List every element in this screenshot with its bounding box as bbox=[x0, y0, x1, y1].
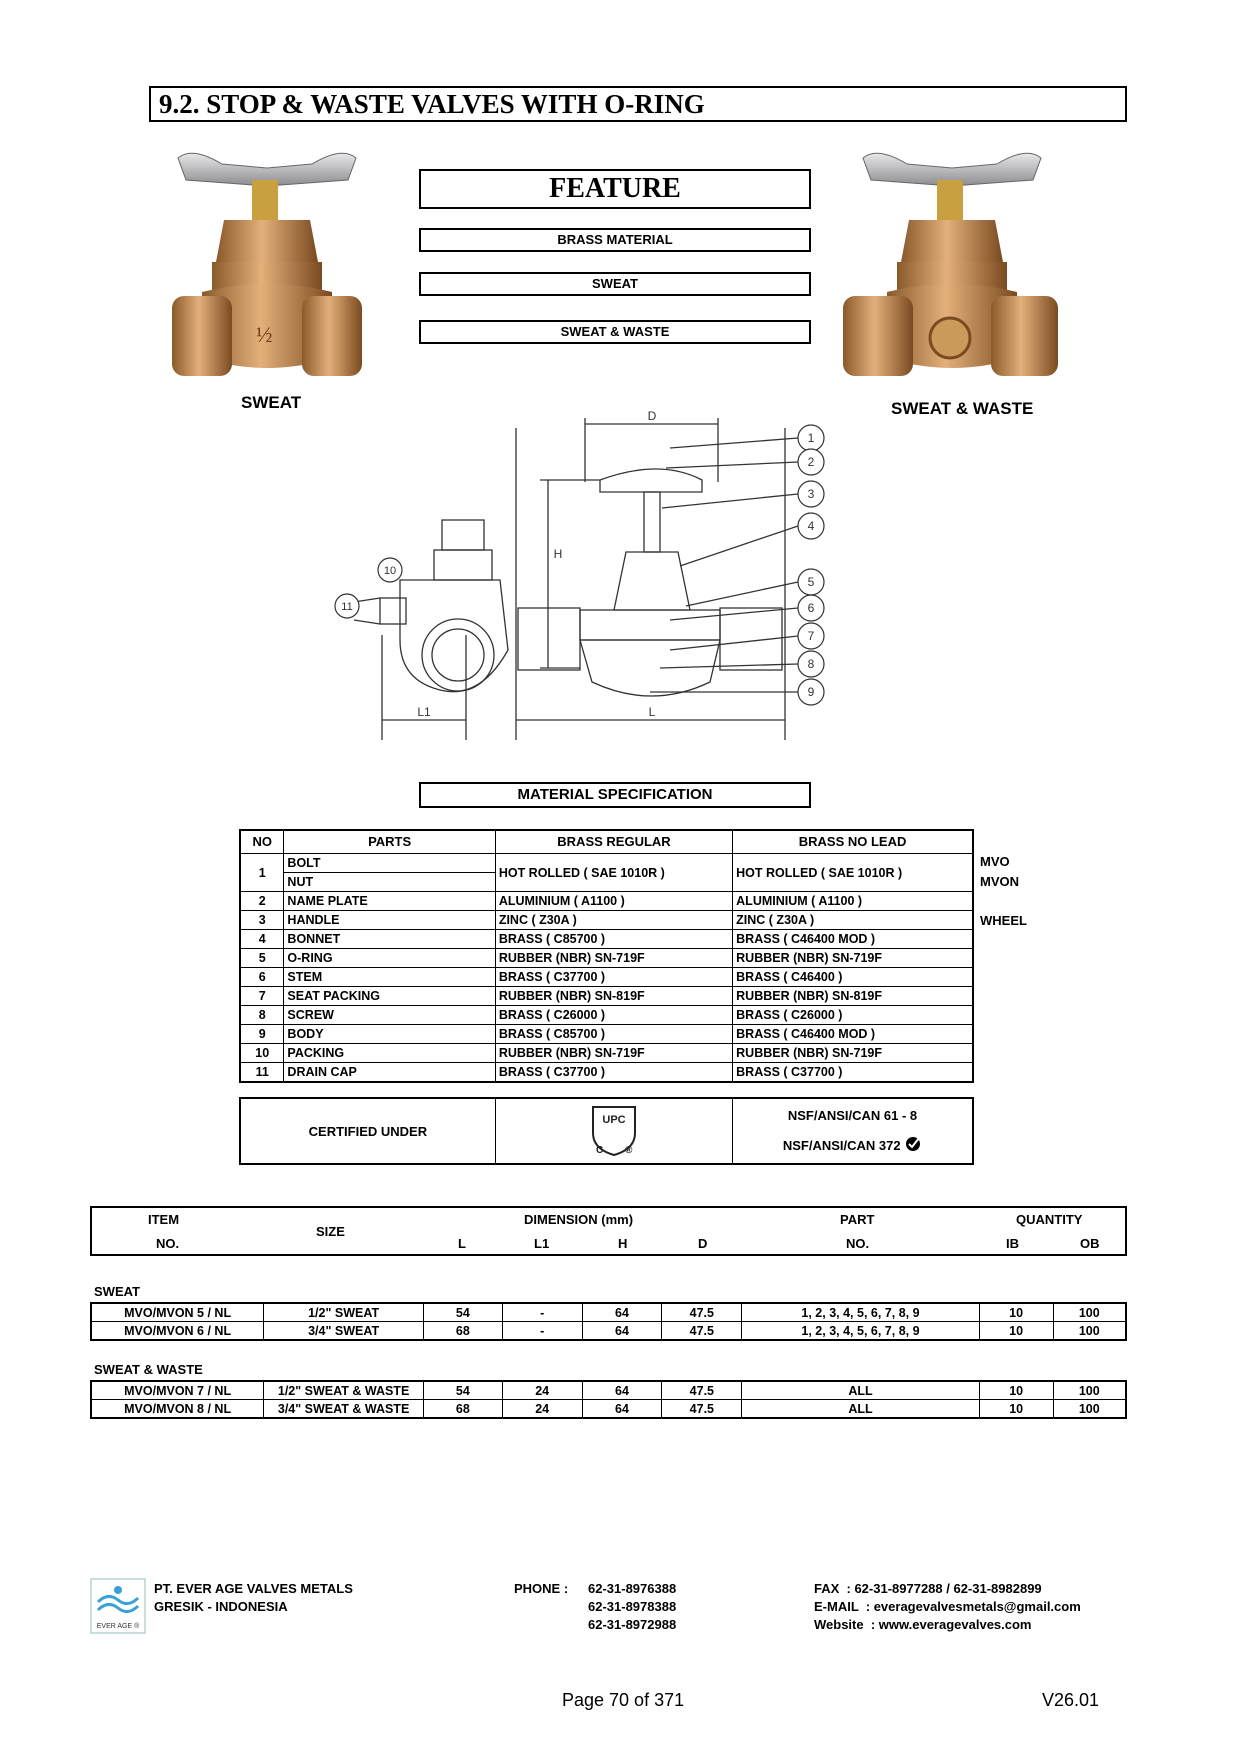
table-row bbox=[240, 968, 973, 987]
table-row bbox=[240, 949, 973, 968]
feature-item: SWEAT & WASTE bbox=[419, 320, 811, 344]
side-label-mvon: MVON bbox=[980, 874, 1019, 889]
standard-nsf-372: NSF/ANSI/CAN 372 bbox=[782, 1138, 901, 1153]
website-info: Website : www.everagevalves.com bbox=[814, 1617, 1032, 1632]
cell-l1: - bbox=[502, 1322, 582, 1341]
table-row bbox=[240, 1006, 973, 1025]
cell-nolead: BRASS ( C46400 MOD ) bbox=[733, 1025, 973, 1044]
callout-8: 8 bbox=[807, 657, 815, 671]
header-h: H bbox=[618, 1236, 628, 1251]
cell-part: HANDLE bbox=[284, 911, 495, 930]
cell-nolead: HOT ROLLED ( SAE 1010R ) bbox=[733, 854, 973, 892]
cell-part: BOLT bbox=[284, 854, 495, 873]
cell-h: 64 bbox=[582, 1322, 662, 1341]
header-part: PART bbox=[840, 1212, 875, 1227]
cell-l: 54 bbox=[423, 1303, 502, 1322]
header-l1: L1 bbox=[534, 1236, 550, 1251]
table-row bbox=[91, 1400, 1126, 1419]
feature-item: BRASS MATERIAL bbox=[419, 228, 811, 252]
cell-no: 10 bbox=[240, 1044, 284, 1063]
cell-part: SCREW bbox=[284, 1006, 495, 1025]
callout-1: 1 bbox=[807, 431, 815, 445]
header-item: ITEM bbox=[148, 1212, 180, 1227]
feature-item: SWEAT bbox=[419, 272, 811, 296]
dim-label-l: L bbox=[648, 705, 656, 719]
cell-part: 1, 2, 3, 4, 5, 6, 7, 8, 9 bbox=[742, 1322, 979, 1341]
page-number: Page 70 of 371 bbox=[562, 1690, 685, 1710]
standard-nsf-61: NSF/ANSI/CAN 61 - 8 bbox=[787, 1108, 918, 1123]
side-label-mvo: MVO bbox=[980, 854, 1010, 869]
cell-ob: 100 bbox=[1053, 1400, 1126, 1419]
table-row bbox=[240, 911, 973, 930]
cell-h: 64 bbox=[582, 1381, 662, 1400]
cell-nolead: RUBBER (NBR) SN-719F bbox=[733, 1044, 973, 1063]
cell-d: 47.5 bbox=[662, 1303, 742, 1322]
cell-ib: 10 bbox=[979, 1381, 1053, 1400]
cell-no: 4 bbox=[240, 930, 284, 949]
caption-sweat-waste: SWEAT & WASTE bbox=[891, 399, 1034, 418]
caption-sweat: SWEAT bbox=[241, 393, 302, 412]
cell-part: BONNET bbox=[284, 930, 495, 949]
table-row bbox=[240, 1044, 973, 1063]
cell-nolead: ALUMINIUM ( A1100 ) bbox=[733, 892, 973, 911]
cell-no: 5 bbox=[240, 949, 284, 968]
cell-nolead: RUBBER (NBR) SN-719F bbox=[733, 949, 973, 968]
svg-text:½: ½ bbox=[256, 322, 273, 347]
dimension-table-sweat-waste bbox=[90, 1380, 1127, 1419]
sweat-valve-photo bbox=[172, 146, 362, 384]
cell-part: ALL bbox=[742, 1381, 979, 1400]
cell-size: 3/4" SWEAT bbox=[264, 1322, 424, 1341]
cell-regular: BRASS ( C37700 ) bbox=[495, 968, 732, 987]
cell-part: NUT bbox=[284, 873, 495, 892]
cell-part: STEM bbox=[284, 968, 495, 987]
col-header-brass-no-lead: BRASS NO LEAD bbox=[733, 830, 973, 854]
cell-nolead: BRASS ( C37700 ) bbox=[733, 1063, 973, 1083]
cell-h: 64 bbox=[582, 1400, 662, 1419]
header-dimension: DIMENSION (mm) bbox=[524, 1212, 634, 1227]
cell-l1: - bbox=[502, 1303, 582, 1322]
cell-nolead: BRASS ( C46400 MOD ) bbox=[733, 930, 973, 949]
table-row bbox=[91, 1303, 1126, 1322]
cell-regular: ALUMINIUM ( A1100 ) bbox=[495, 892, 732, 911]
phone-label: PHONE : bbox=[514, 1581, 569, 1596]
cell-part: SEAT PACKING bbox=[284, 987, 495, 1006]
cell-l: 68 bbox=[423, 1400, 502, 1419]
cell-l: 54 bbox=[423, 1381, 502, 1400]
table-row bbox=[240, 854, 973, 873]
callout-3: 3 bbox=[807, 487, 815, 501]
technical-drawing bbox=[330, 410, 850, 740]
callout-2: 2 bbox=[807, 455, 815, 469]
header-l: L bbox=[458, 1236, 466, 1251]
cell-item: MVO/MVON 7 / NL bbox=[91, 1381, 264, 1400]
section-label-sweat-waste: SWEAT & WASTE bbox=[94, 1362, 203, 1377]
cell-ib: 10 bbox=[979, 1400, 1053, 1419]
cell-no: 8 bbox=[240, 1006, 284, 1025]
phone-number: 62-31-8978388 bbox=[588, 1599, 677, 1614]
cell-regular: BRASS ( C85700 ) bbox=[495, 930, 732, 949]
callout-7: 7 bbox=[807, 629, 815, 643]
cell-regular: BRASS ( C37700 ) bbox=[495, 1063, 732, 1083]
cell-l1: 24 bbox=[502, 1400, 582, 1419]
cell-size: 1/2" SWEAT bbox=[264, 1303, 424, 1322]
table-row bbox=[240, 892, 973, 911]
cell-l: 68 bbox=[423, 1322, 502, 1341]
header-ob: OB bbox=[1080, 1236, 1100, 1251]
cell-nolead: RUBBER (NBR) SN-819F bbox=[733, 987, 973, 1006]
cell-l1: 24 bbox=[502, 1381, 582, 1400]
material-spec-table bbox=[239, 829, 974, 1083]
table-row bbox=[91, 1322, 1126, 1341]
cell-ob: 100 bbox=[1053, 1303, 1126, 1322]
dimension-table-sweat bbox=[90, 1302, 1127, 1341]
cell-item: MVO/MVON 8 / NL bbox=[91, 1400, 264, 1419]
cell-h: 64 bbox=[582, 1303, 662, 1322]
section-title: 9.2. STOP & WASTE VALVES WITH O-RING bbox=[149, 86, 1127, 122]
cell-part: DRAIN CAP bbox=[284, 1063, 495, 1083]
header-size: SIZE bbox=[316, 1224, 345, 1239]
cell-part: BODY bbox=[284, 1025, 495, 1044]
cell-nolead: ZINC ( Z30A ) bbox=[733, 911, 973, 930]
cell-nolead: BRASS ( C26000 ) bbox=[733, 1006, 973, 1025]
phone-number: 62-31-8972988 bbox=[588, 1617, 677, 1632]
upc-logo bbox=[587, 1103, 641, 1157]
company-logo bbox=[90, 1578, 146, 1634]
dim-label-l1: L1 bbox=[417, 705, 431, 719]
cell-size: 1/2" SWEAT & WASTE bbox=[264, 1381, 424, 1400]
cell-part: ALL bbox=[742, 1400, 979, 1419]
table-row bbox=[91, 1381, 1126, 1400]
document-version: V26.01 bbox=[1042, 1690, 1100, 1710]
cell-regular: BRASS ( C85700 ) bbox=[495, 1025, 732, 1044]
callout-9: 9 bbox=[807, 685, 815, 699]
feature-heading: FEATURE bbox=[419, 169, 811, 209]
cell-d: 47.5 bbox=[662, 1400, 742, 1419]
company-name: PT. EVER AGE VALVES METALS bbox=[154, 1581, 353, 1596]
fax-info: FAX : 62-31-8977288 / 62-31-8982899 bbox=[814, 1581, 1042, 1596]
cell-part: 1, 2, 3, 4, 5, 6, 7, 8, 9 bbox=[742, 1303, 979, 1322]
cell-no: 6 bbox=[240, 968, 284, 987]
cell-regular: ZINC ( Z30A ) bbox=[495, 911, 732, 930]
header-item-no: NO. bbox=[156, 1236, 180, 1251]
email-info: E-MAIL : everagevalvesmetals@gmail.com bbox=[814, 1599, 1081, 1614]
cell-ib: 10 bbox=[979, 1303, 1053, 1322]
cell-ob: 100 bbox=[1053, 1381, 1126, 1400]
header-quantity: QUANTITY bbox=[1016, 1212, 1083, 1227]
cell-no: 7 bbox=[240, 987, 284, 1006]
header-part-no: NO. bbox=[846, 1236, 870, 1251]
dim-label-d: D bbox=[647, 410, 657, 423]
sweat-waste-valve-photo bbox=[843, 146, 1058, 384]
cell-regular: BRASS ( C26000 ) bbox=[495, 1006, 732, 1025]
side-label-wheel: WHEEL bbox=[980, 913, 1027, 928]
cell-nolead: BRASS ( C46400 ) bbox=[733, 968, 973, 987]
upc-logo-r: ® bbox=[624, 1144, 633, 1156]
cell-no: 9 bbox=[240, 1025, 284, 1044]
cell-no: 2 bbox=[240, 892, 284, 911]
cell-no: 3 bbox=[240, 911, 284, 930]
cell-item: MVO/MVON 6 / NL bbox=[91, 1322, 264, 1341]
company-location: GRESIK - INDONESIA bbox=[154, 1599, 288, 1614]
cell-item: MVO/MVON 5 / NL bbox=[91, 1303, 264, 1322]
certification-row bbox=[239, 1097, 974, 1165]
cell-regular: RUBBER (NBR) SN-719F bbox=[495, 1044, 732, 1063]
callout-6: 6 bbox=[807, 601, 815, 615]
material-spec-heading: MATERIAL SPECIFICATION bbox=[419, 782, 811, 808]
col-header-parts: PARTS bbox=[284, 830, 495, 854]
dim-label-h: H bbox=[553, 547, 563, 561]
cell-ob: 100 bbox=[1053, 1322, 1126, 1341]
phone-number: 62-31-8976388 bbox=[588, 1581, 677, 1596]
cell-no: 11 bbox=[240, 1063, 284, 1083]
col-header-no: NO bbox=[240, 830, 284, 854]
table-row bbox=[240, 987, 973, 1006]
cell-size: 3/4" SWEAT & WASTE bbox=[264, 1400, 424, 1419]
cell-no: 1 bbox=[240, 854, 284, 892]
table-row bbox=[240, 1063, 973, 1083]
table-row bbox=[240, 930, 973, 949]
table-row bbox=[240, 1025, 973, 1044]
callout-4: 4 bbox=[807, 519, 815, 533]
header-ib: IB bbox=[1006, 1236, 1019, 1251]
cell-regular: HOT ROLLED ( SAE 1010R ) bbox=[495, 854, 732, 892]
cell-regular: RUBBER (NBR) SN-719F bbox=[495, 949, 732, 968]
cell-d: 47.5 bbox=[662, 1322, 742, 1341]
section-label-sweat: SWEAT bbox=[94, 1284, 140, 1299]
header-d: D bbox=[698, 1236, 708, 1251]
upc-logo-c: C bbox=[595, 1144, 604, 1156]
checkmark-icon bbox=[904, 1135, 922, 1153]
callout-10: 10 bbox=[383, 565, 397, 577]
cell-part: PACKING bbox=[284, 1044, 495, 1063]
cell-part: O-RING bbox=[284, 949, 495, 968]
cell-ib: 10 bbox=[979, 1322, 1053, 1341]
cell-part: NAME PLATE bbox=[284, 892, 495, 911]
col-header-brass-regular: BRASS REGULAR bbox=[495, 830, 732, 854]
certified-under-label: CERTIFIED UNDER bbox=[240, 1098, 495, 1164]
dimension-table-header bbox=[90, 1206, 1127, 1256]
cell-d: 47.5 bbox=[662, 1381, 742, 1400]
upc-logo-text: UPC bbox=[602, 1113, 626, 1126]
callout-11: 11 bbox=[341, 601, 353, 613]
callout-5: 5 bbox=[807, 575, 815, 589]
logo-text: EVER AGE ® bbox=[96, 1623, 140, 1630]
cell-regular: RUBBER (NBR) SN-819F bbox=[495, 987, 732, 1006]
